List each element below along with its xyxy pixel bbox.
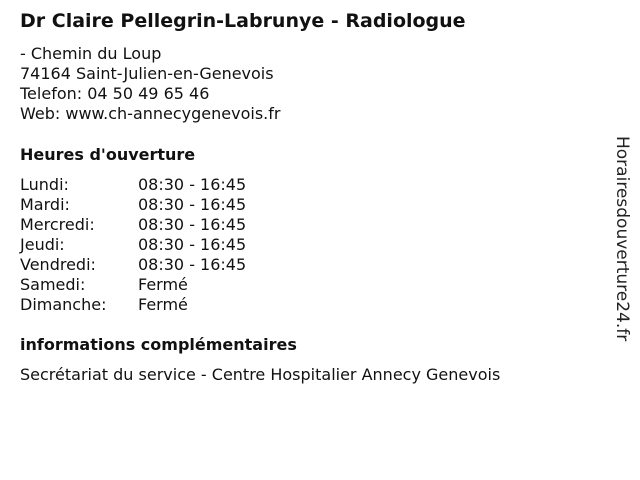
additional-info-text: Secrétariat du service - Centre Hospitalier Annecy Genevois [20,365,501,384]
address-block [20,44,280,124]
phone-line: Telefon: 04 50 49 65 46 [20,84,210,103]
hours-day: Jeudi: [20,235,65,254]
additional-info-heading: informations complémentaires [20,335,297,354]
hours-row [20,295,246,315]
street-line: - Chemin du Loup [20,44,162,63]
hours-time: 08:30 - 16:45 [138,255,247,274]
hours-time: 08:30 - 16:45 [138,215,247,234]
hours-day: Dimanche: [20,295,107,314]
hours-row [20,255,246,275]
hours-row [20,235,246,255]
hours-row [20,175,246,195]
opening-hours-table [20,175,246,315]
hours-row [20,215,246,235]
site-watermark: Horairesdouverture24.fr [612,136,632,342]
hours-row [20,275,246,295]
hours-time: Fermé [138,295,188,314]
hours-day: Mercredi: [20,215,95,234]
opening-hours-heading: Heures d'ouverture [20,145,196,164]
hours-day: Samedi: [20,275,86,294]
hours-row [20,195,246,215]
hours-day: Vendredi: [20,255,96,274]
page-title: Dr Claire Pellegrin-Labrunye - Radiologue [20,10,466,32]
website-line: Web: www.ch-annecygenevois.fr [20,104,281,123]
hours-day: Lundi: [20,175,69,194]
city-line: 74164 Saint-Julien-en-Genevois [20,64,274,83]
hours-time: 08:30 - 16:45 [138,175,247,194]
hours-time: 08:30 - 16:45 [138,235,247,254]
hours-day: Mardi: [20,195,70,214]
hours-time: 08:30 - 16:45 [138,195,247,214]
hours-time: Fermé [138,275,188,294]
